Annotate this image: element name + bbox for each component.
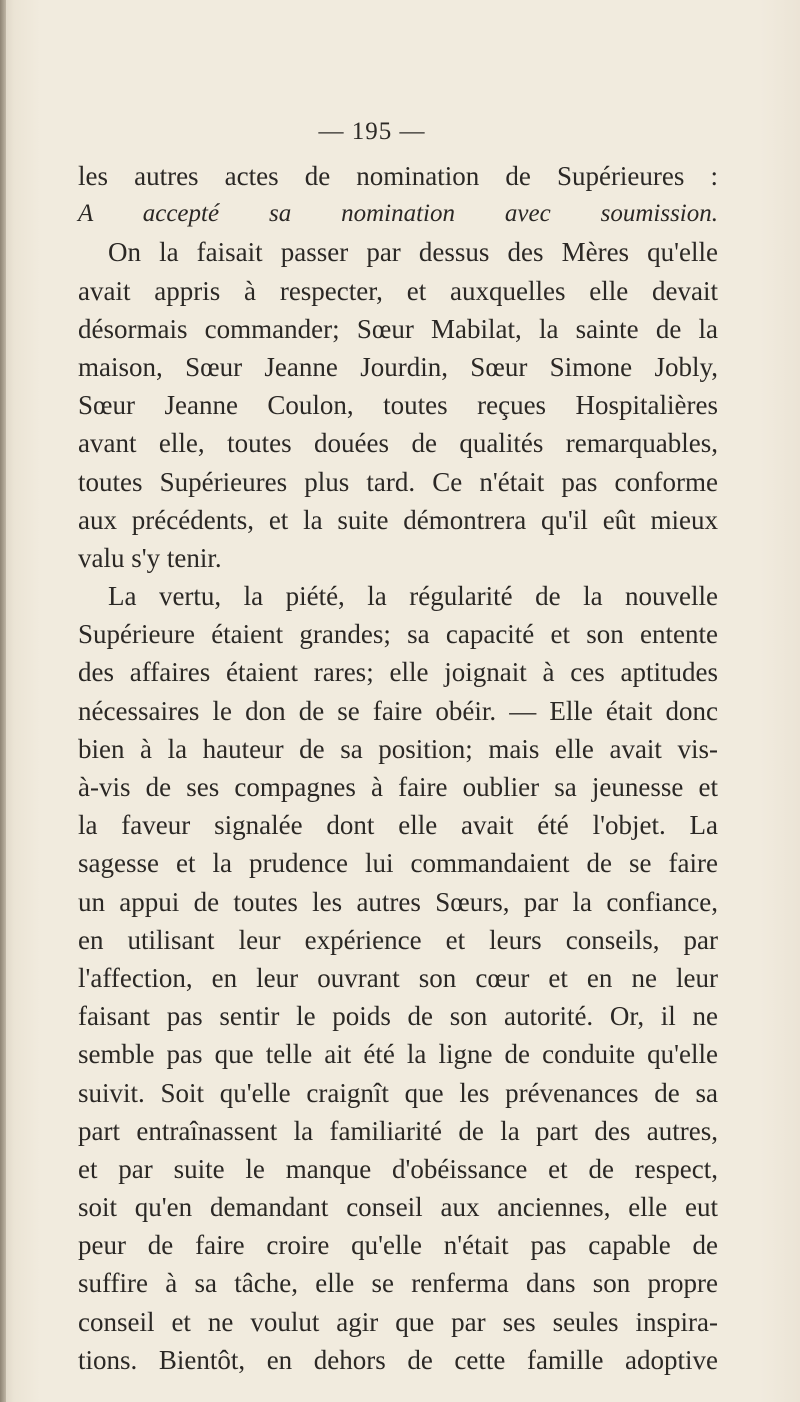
text-line: des affaires étaient rares; elle joignait à ces aptitudes (78, 657, 718, 688)
text-line: peur de faire croire qu'elle n'était pas capable de (78, 1230, 718, 1261)
body-text (78, 157, 718, 1379)
text-line: part entraînassent la familiarité de la part des autres, (78, 1115, 718, 1146)
text-line: Supérieure étaient grandes; sa capacité et son entente (78, 619, 718, 650)
text-line: avant elle, toutes douées de qualités remarquables, (78, 428, 718, 459)
text-line: un appui de toutes les autres Sœurs, par la confiance, (78, 886, 718, 917)
text-line: bien à la hauteur de sa position; mais elle avait vis- (78, 733, 718, 764)
text-line: soit qu'en demandant conseil aux anciennes, elle eut (78, 1192, 718, 1223)
text-line: A accepté sa nomination avec soumission. (78, 200, 718, 228)
text-line: la faveur signalée dont elle avait été l'objet. La (78, 810, 718, 841)
text-line: à-vis de ses compagnes à faire oublier sa jeunesse et (78, 772, 718, 802)
text-line: maison, Sœur Jeanne Jourdin, Sœur Simone Jobly, (78, 351, 718, 382)
text-line: valu s'y tenir. (78, 542, 222, 573)
text-line: les autres actes de nomination de Supérieures : (78, 161, 718, 191)
text-line: La vertu, la piété, la régularité de la nouvelle (108, 581, 718, 612)
text-line: conseil et ne voulut agir que par ses seules inspira- (78, 1306, 718, 1337)
book-spine-shadow (0, 0, 6, 1402)
text-line: tions. Bientôt, en dehors de cette famille adoptive (78, 1344, 718, 1375)
text-line: Sœur Jeanne Coulon, toutes reçues Hospitalières (78, 390, 718, 421)
text-line: et par suite le manque d'obéissance et de respect, (78, 1153, 718, 1184)
text-line: désormais commander; Sœur Mabilat, la sainte de la (78, 313, 718, 344)
text-line: avait appris à respecter, et auxquelles elle devait (78, 275, 718, 306)
text-line: aux précédents, et la suite démontrera qu'il eût mieux (78, 504, 718, 535)
text-line: suivit. Soit qu'elle craignît que les prévenances de sa (78, 1077, 718, 1108)
text-line: faisant pas sentir le poids de son autorité. Or, il ne (78, 1001, 718, 1032)
text-line: l'affection, en leur ouvrant son cœur et en ne leur (78, 962, 718, 993)
page-number: — 195 — (318, 118, 426, 145)
text-line: nécessaires le don de se faire obéir. — Elle était donc (78, 695, 718, 726)
text-line: suffire à sa tâche, elle se renferma dans son propre (78, 1268, 718, 1299)
text-line: semble pas que telle ait été la ligne de conduite qu'elle (78, 1039, 718, 1070)
text-line: On la faisait passer par dessus des Mères qu'elle (108, 237, 718, 268)
text-line: toutes Supérieures plus tard. Ce n'était pas conforme (78, 466, 718, 497)
text-line: sagesse et la prudence lui commandaient de se faire (78, 848, 718, 879)
text-line: en utilisant leur expérience et leurs conseils, par (78, 924, 718, 955)
